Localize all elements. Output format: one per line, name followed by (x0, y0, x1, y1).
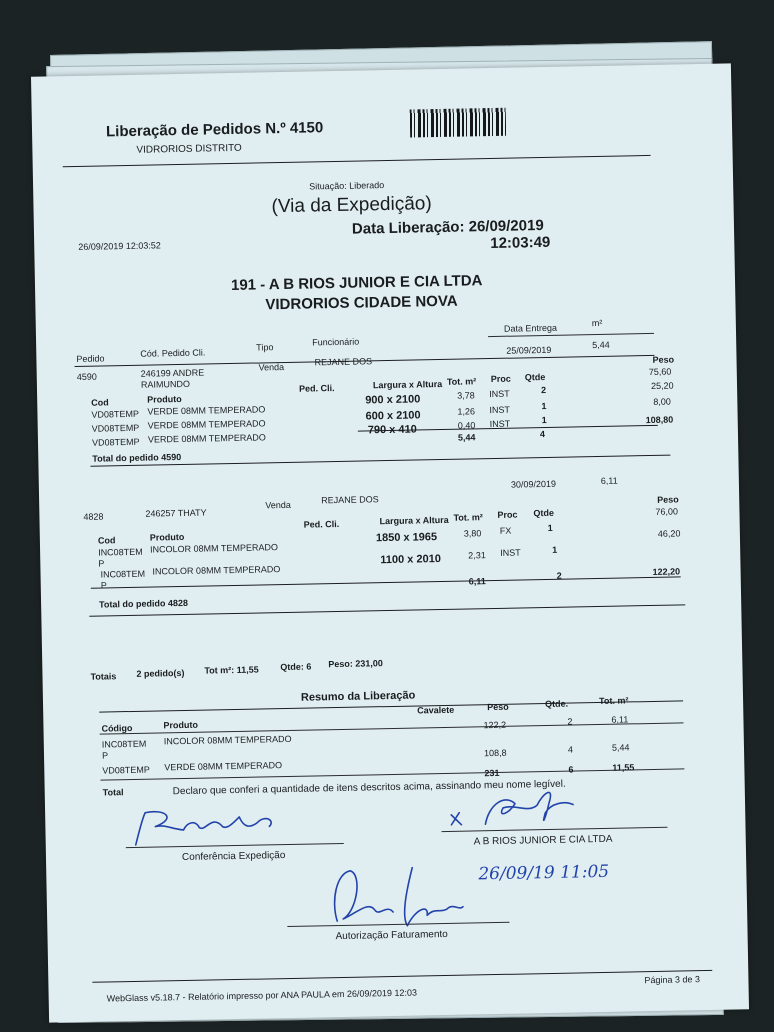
col-largura-altura: Largura x Altura (379, 514, 449, 527)
summary-product: INCOLOR 08MM TEMPERADO (163, 733, 292, 747)
release-date: Data Liberação: 26/09/2019 (351, 216, 544, 238)
summary-total-label: Total (102, 787, 124, 798)
item-proc: INST (489, 418, 511, 430)
col-peso: Peso (652, 354, 675, 365)
item-product: INCOLOR 08MM TEMPERADO (149, 542, 279, 555)
summary-code: INC08TEM (101, 738, 147, 750)
order-client: 246257 THATY (145, 507, 207, 519)
item-code: INC08TEM (98, 546, 143, 558)
item-code-cont: P (100, 580, 107, 591)
summary-qty: 4 (567, 744, 574, 755)
item-product: VERDE 08MM TEMPERADO (147, 404, 266, 417)
footer-printed-by: WebGlass v5.18.7 - Relatório impresso por ANA PAULA em 26/09/2019 12:03 (106, 987, 418, 1004)
item-code: VD08TEMP (91, 436, 140, 448)
client-name: 191 - A B RIOS JUNIOR E CIA LTDA (230, 272, 483, 295)
totals-weight: Peso: 231,00 (328, 658, 383, 670)
document-title: Liberação de Pedidos N.º 4150 (105, 119, 324, 141)
item-weight: 8,00 (653, 396, 671, 407)
item-weight: 25,20 (650, 380, 674, 391)
summary-code-cont: P (101, 750, 109, 761)
col-ped-cli: Ped. Cli. (298, 383, 335, 394)
order-total-m2: 5,44 (457, 432, 476, 443)
conferencia-label: Conferência Expedição (181, 850, 286, 864)
item-qty: 2 (540, 384, 547, 396)
client-branch: VIDRORIOS CIDADE NOVA (265, 292, 458, 314)
col-peso: Peso (487, 701, 509, 713)
item-product: INCOLOR 08MM TEMPERADO (152, 564, 281, 577)
summary-title: Resumo da Liberação (300, 689, 416, 704)
item-qty: 1 (552, 544, 558, 555)
summary-weight: 122,2 (483, 719, 507, 731)
divider (99, 700, 683, 712)
client-label: A B RIOS JUNIOR E CIA LTDA (473, 833, 613, 848)
item-tot-m2: 0,40 (457, 420, 476, 431)
col-m2: m² (591, 317, 603, 329)
col-cod: Cod (97, 535, 116, 546)
summary-product: VERDE 08MM TEMPERADO (164, 760, 283, 773)
item-code-cont: P (98, 558, 105, 569)
situation-status: Situação: Liberado (309, 180, 385, 192)
divider (91, 576, 681, 591)
barcode (410, 108, 507, 138)
summary-code: VD08TEMP (102, 764, 150, 776)
item-proc: INST (489, 404, 511, 416)
order-type: Venda (265, 499, 291, 511)
item-qty: 1 (547, 522, 553, 533)
release-document (31, 63, 749, 1022)
item-proc: INST (500, 547, 521, 558)
client-signature (445, 782, 596, 835)
company-name: VIDRORIOS DISTRITO (136, 142, 242, 156)
item-tot-m2: 2,31 (468, 550, 486, 561)
col-produto: Produto (149, 531, 185, 543)
col-tot-m2: Tot. m² (453, 512, 483, 523)
item-code: VD08TEMP (91, 408, 140, 420)
order-delivery-date: 25/09/2019 (506, 344, 552, 356)
order-employee: REJANE DOS (321, 494, 379, 506)
totals-orders: 2 pedido(s) (136, 667, 185, 679)
handwritten-date: 26/09/19 11:05 (478, 861, 610, 885)
item-tot-m2: 3,80 (463, 528, 482, 539)
col-qtde: Qtde. (545, 698, 569, 710)
order-total-label: Total do pedido 4828 (99, 597, 189, 610)
summary-total-qty: 6 (568, 764, 574, 775)
order-client: 246199 ANDRE (140, 367, 205, 379)
item-proc: FX (499, 525, 512, 536)
summary-weight: 108,8 (483, 747, 507, 759)
item-product: VERDE 08MM TEMPERADO (147, 432, 266, 445)
item-code: INC08TEM (100, 568, 146, 580)
col-proc: Proc (497, 509, 518, 520)
item-weight: 46,20 (657, 528, 681, 539)
order-total-label: Total do pedido 4590 (92, 451, 182, 464)
order-m2: 5,44 (592, 339, 610, 351)
order-type: Venda (258, 362, 285, 373)
col-proc: Proc (490, 373, 511, 385)
totals-qty: Qtde: 6 (280, 661, 312, 673)
col-tot-m2: Tot. m² (598, 695, 629, 707)
col-produto: Produto (147, 393, 182, 405)
item-qty: 1 (541, 400, 547, 412)
totals-m2: Tot m²: 11,55 (204, 664, 259, 676)
order-m2: 6,11 (600, 475, 618, 486)
order-weight-line: 75,60 (648, 366, 672, 377)
item-qty: 1 (541, 414, 547, 426)
printed-timestamp: 26/09/2019 12:03:52 (78, 240, 161, 252)
col-tipo: Tipo (256, 342, 274, 353)
declaration-text: Declaro que conferi a quantidade de itens descritos acima, assinando meu nome legível. (172, 778, 566, 798)
col-cavalete: Cavalete (417, 704, 455, 716)
col-qtde: Qtde (533, 507, 555, 519)
summary-qty: 2 (567, 716, 573, 727)
col-largura-altura: Largura x Altura (372, 378, 443, 391)
item-dimensions: 1100 x 2010 (380, 553, 442, 567)
order-total-qty: 2 (556, 570, 562, 581)
order-client-cont: RAIMUNDO (140, 378, 191, 390)
col-pedido: Pedido (76, 353, 105, 364)
col-peso: Peso (657, 494, 679, 505)
footer-page-number: Página 3 de 3 (644, 974, 701, 986)
divider (63, 155, 651, 167)
divider (92, 970, 712, 986)
col-ped-cli: Ped. Cli. (303, 518, 340, 530)
col-codigo: Código (101, 722, 133, 734)
summary-m2: 6,11 (611, 714, 629, 725)
via-title: (Via da Expedição) (271, 193, 432, 218)
item-dimensions: 600 x 2100 (365, 409, 421, 423)
col-data-entrega: Data Entrega (503, 322, 558, 334)
order-delivery-date: 30/09/2019 (510, 478, 557, 490)
item-proc: INST (489, 388, 510, 400)
item-code: VD08TEMP (91, 422, 140, 434)
col-cod: Cod (91, 397, 109, 408)
item-tot-m2: 1,26 (457, 406, 476, 417)
item-product: VERDE 08MM TEMPERADO (147, 418, 266, 431)
order-total-m2: 6,11 (468, 576, 486, 587)
order-total-qty: 4 (539, 429, 546, 440)
summary-total-weight: 231 (484, 767, 500, 779)
summary-total-m2: 11,55 (612, 762, 635, 773)
item-dimensions: 790 x 410 (367, 423, 417, 437)
col-funcionario: Funcionário (312, 336, 360, 348)
order-total-weight: 122,20 (652, 566, 681, 577)
item-dimensions: 1850 x 1965 (375, 531, 438, 545)
order-weight-line: 76,00 (655, 506, 679, 517)
release-time: 12:03:49 (490, 233, 551, 253)
totals-label: Totais (90, 671, 117, 682)
item-tot-m2: 3,78 (457, 390, 475, 401)
col-cod-pedido-cli: Cód. Pedido Cli. (140, 347, 206, 359)
summary-m2: 5,44 (611, 742, 630, 753)
col-qtde: Qtde (524, 371, 546, 383)
order-number: 4828 (83, 511, 104, 522)
col-tot-m2: Tot. m² (446, 376, 477, 387)
order-employee: REJANE DOS (314, 356, 373, 368)
col-produto: Produto (163, 719, 199, 731)
order-number: 4590 (76, 371, 97, 382)
item-dimensions: 900 x 2100 (365, 393, 421, 407)
authorization-label: Autorização Faturamento (335, 928, 448, 943)
order-total-weight: 108,80 (645, 414, 674, 426)
